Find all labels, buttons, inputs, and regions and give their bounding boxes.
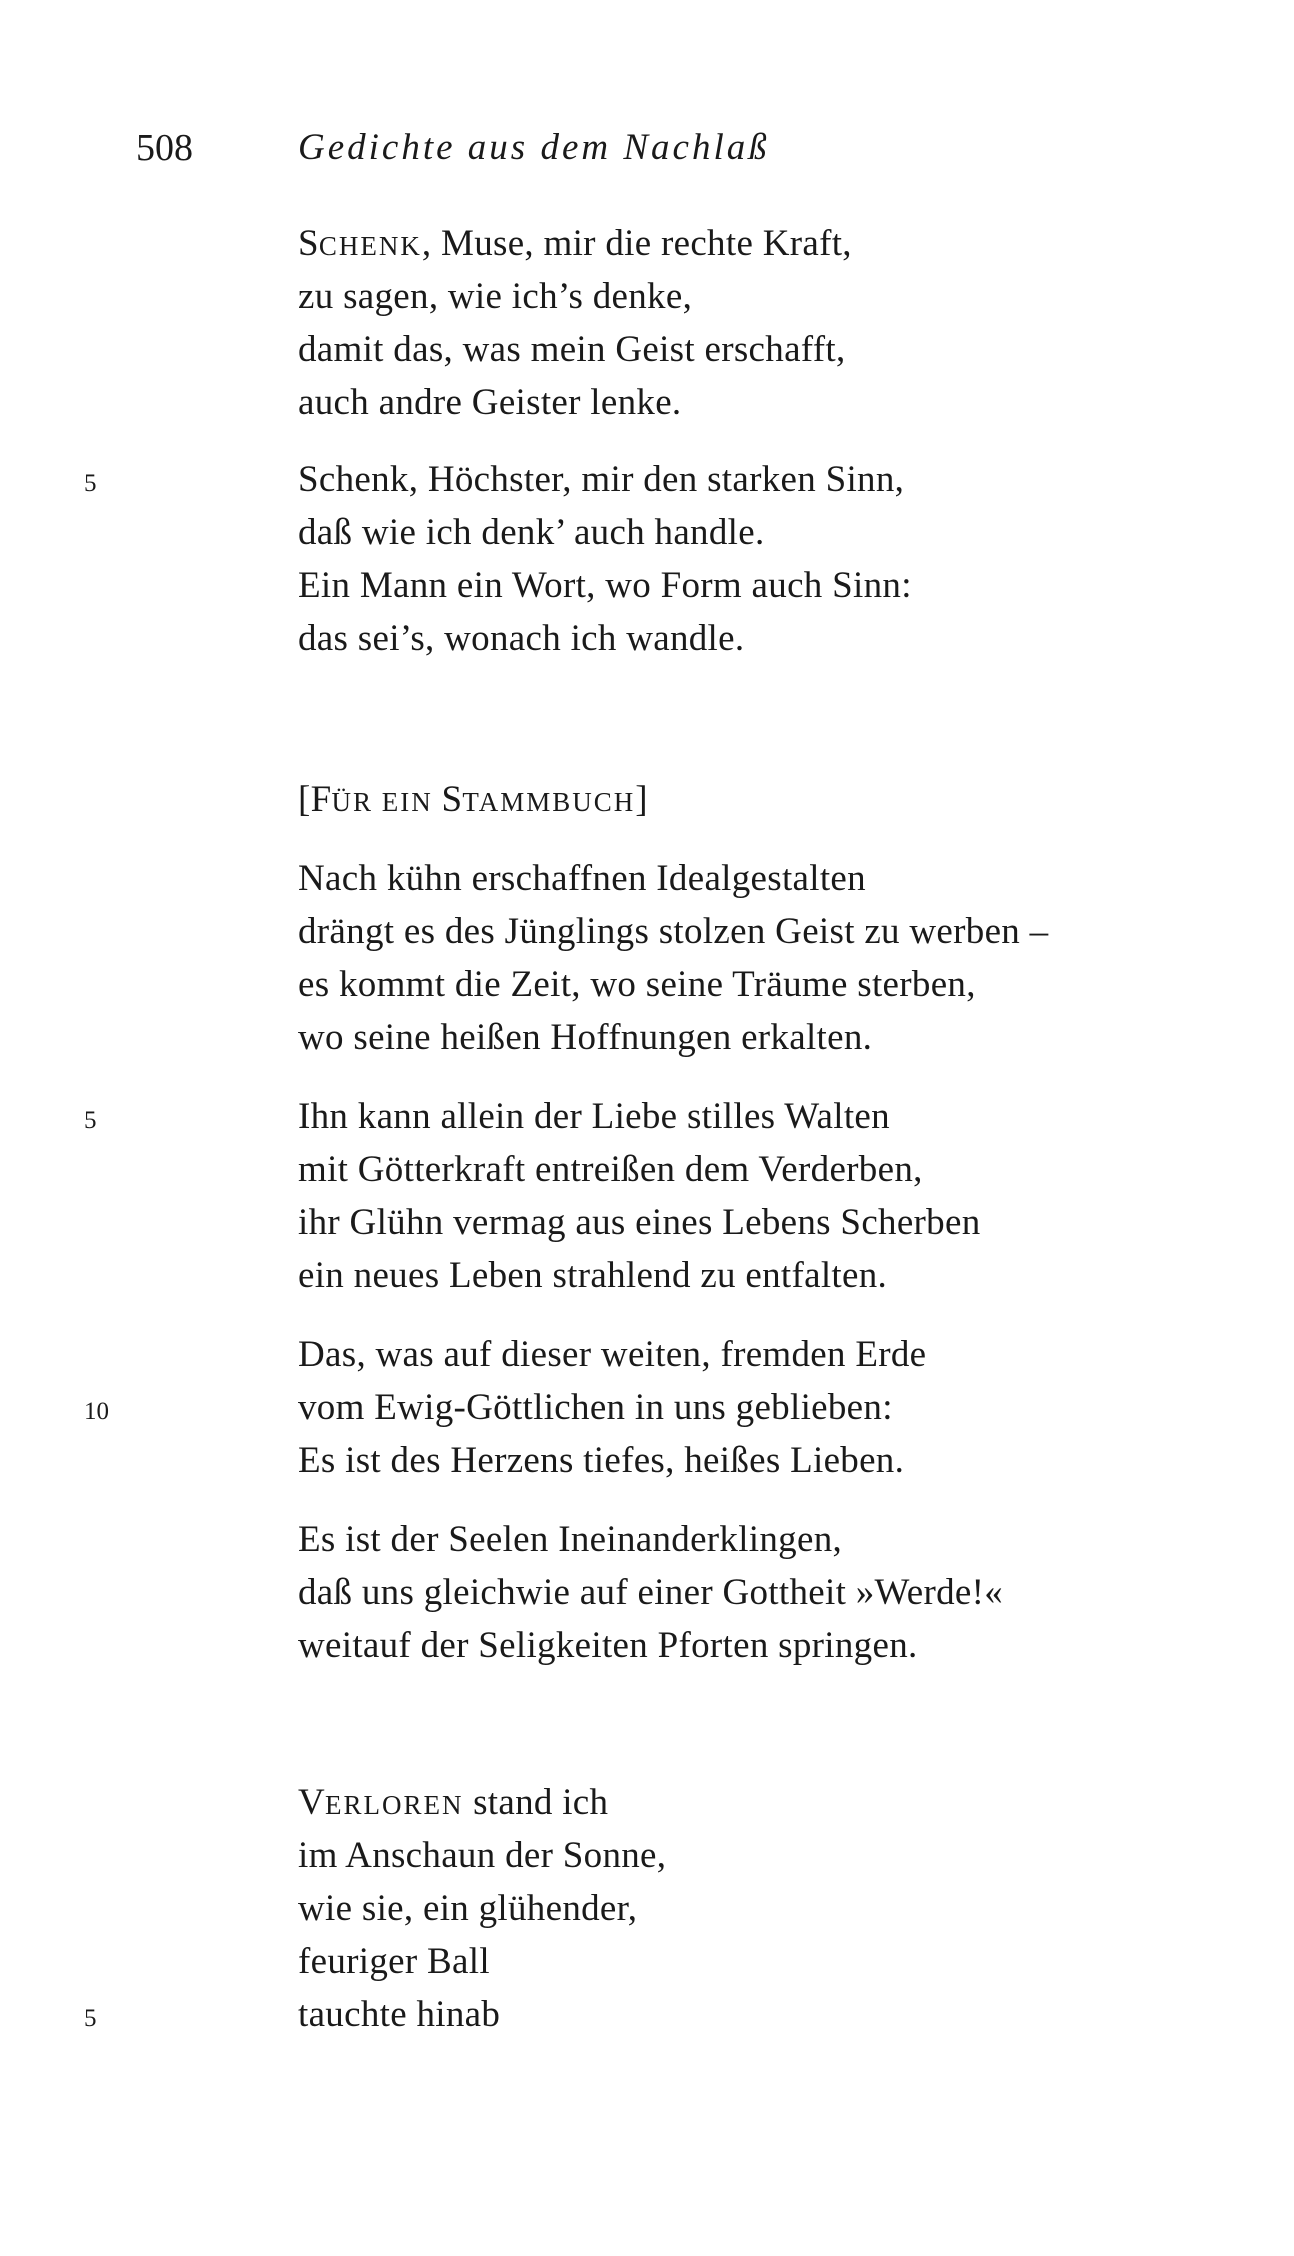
poem2-line-4: wo seine heißen Hoffnungen erkalten. [298, 1017, 873, 1058]
line-number: 5 [84, 1107, 97, 1134]
poem3-line-3: wie sie, ein glühender, [298, 1888, 638, 1929]
poem2-line-7: ihr Glühn vermag aus eines Lebens Scherben [298, 1202, 981, 1243]
poem3-line-1 [298, 1781, 608, 1824]
poem2-line-1: Nach kühn erschaffnen Idealgestalten [298, 858, 866, 899]
poem3-line-5: tauchte hinab [298, 1994, 501, 2035]
poem1-line-6: daß wie ich denk’ auch handle. [298, 512, 765, 553]
poem2-line-12: Es ist der Seelen Ineinanderklingen, [298, 1519, 843, 1560]
line-number: 5 [84, 470, 97, 497]
poem2-line-6: mit Götterkraft entreißen dem Verderben, [298, 1149, 923, 1190]
poem3-line-4: feuriger Ball [298, 1941, 490, 1982]
poem1-line-7: Ein Mann ein Wort, wo Form auch Sinn: [298, 565, 912, 606]
poem2-line-13: daß uns gleichwie auf einer Gottheit »Werde!« [298, 1572, 1004, 1613]
running-title: Gedichte aus dem Nachlaß [298, 127, 770, 168]
line-number: 5 [84, 2005, 97, 2032]
poem2-line-10: vom Ewig-Göttlichen in uns geblieben: [298, 1387, 893, 1428]
poem2-line-11: Es ist des Herzens tiefes, heißes Lieben. [298, 1440, 905, 1481]
small-caps-rest: ERLOREN [325, 1790, 464, 1820]
poem1-line-2: zu sagen, wie ich’s denke, [298, 276, 693, 317]
poem1-line-5: Schenk, Höchster, mir den starken Sinn, [298, 459, 905, 500]
small-caps-rest: CHENK [318, 231, 422, 261]
line-text: stand ich [463, 1782, 609, 1823]
poem2-title: [FÜR EIN STAMMBUCH] [298, 779, 648, 820]
poem2-line-5: Ihn kann allein der Liebe stilles Walten [298, 1096, 890, 1137]
poem1-line-8: das sei’s, wonach ich wandle. [298, 618, 745, 659]
poem2-line-14: weitauf der Seligkeiten Pforten springen. [298, 1625, 918, 1666]
poem1-line-4: auch andre Geister lenke. [298, 382, 682, 423]
poem1-line-3: damit das, was mein Geist erschafft, [298, 329, 846, 370]
poem2-line-9: Das, was auf dieser weiten, fremden Erde [298, 1334, 927, 1375]
line-text: , Muse, mir die rechte Kraft, [421, 223, 852, 264]
small-caps-initial: V [298, 1782, 326, 1823]
poem1-line-1 [298, 222, 852, 265]
poem3-line-2: im Anschaun der Sonne, [298, 1835, 667, 1876]
page-number: 508 [136, 127, 193, 169]
line-number: 10 [84, 1398, 109, 1425]
poem2-line-3: es kommt die Zeit, wo seine Träume sterben, [298, 964, 976, 1005]
poem2-line-8: ein neues Leben strahlend zu entfalten. [298, 1255, 888, 1296]
poem2-line-2: drängt es des Jünglings stolzen Geist zu werben – [298, 911, 1049, 952]
small-caps-initial: S [298, 223, 319, 264]
